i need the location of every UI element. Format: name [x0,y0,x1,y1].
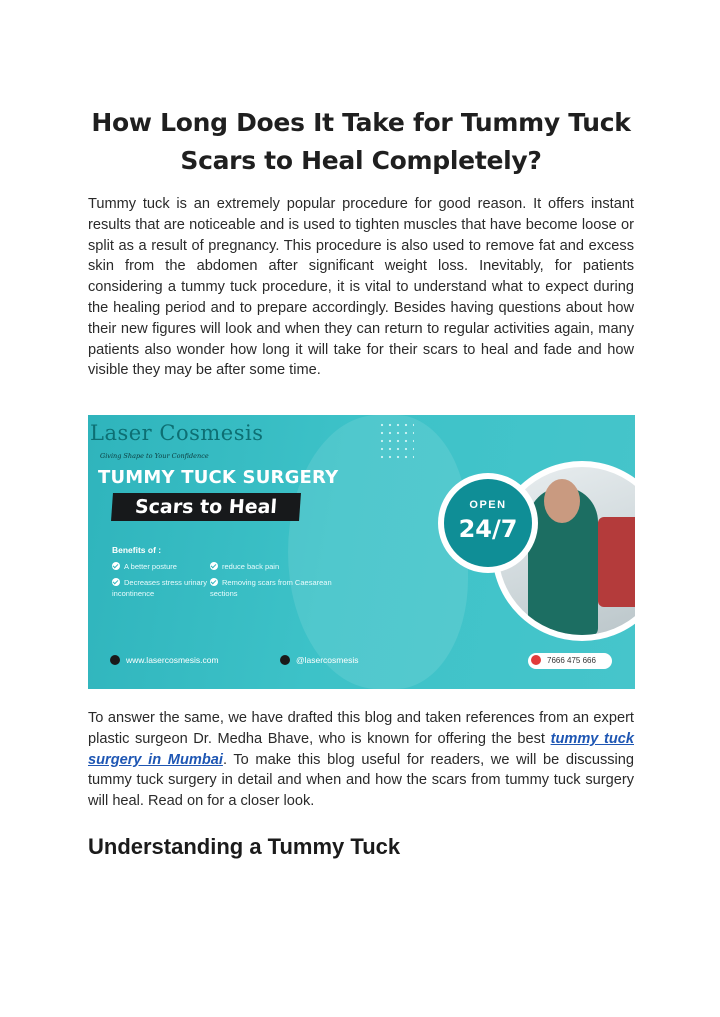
article-title: How Long Does It Take for Tummy Tuck Scars to Heal Completely? [91,108,631,175]
instagram-icon [280,655,290,665]
check-icon [210,578,218,586]
check-icon [112,562,120,570]
open-label: OPEN [469,499,507,511]
banner-headline: TUMMY TUCK SURGERY [98,467,339,488]
benefit-item: Decreases stress urinary incontinence [112,578,207,598]
section-heading: Understanding a Tummy Tuck [88,834,401,859]
open-hours: 24/7 [458,515,518,543]
benefit-item: reduce back pain [210,561,279,572]
phone-number: 7666 475 666 [528,653,612,669]
social-handle: @lasercosmesis [280,655,358,665]
open-badge [444,479,532,567]
laser-machine [598,517,635,607]
clinic-logo: Laser Cosmesis [90,421,264,445]
check-icon [210,562,218,570]
check-icon [112,578,120,586]
intro-paragraph: Tummy tuck is an extremely popular procedure for good reason. It offers instant results that are noticeable and is used to tighten muscles that have become loose or split as a result of pregnancy. This procedure is also used to remove fat and excess skin from the abdomen after significant weight loss. Inevitably, for patients considering a tummy tuck procedure, it is vital to understand what to expect during the healing period and to prepare accordingly. Besides having questions about how their new figures will look and when they can return to regular activities again, many patients also wonder how long it will take for their scars to heal and fade and how visible they may be after some time. [88,196,634,379]
benefit-item: Removing scars from Caesarean sections [210,578,332,598]
phone-icon [531,655,541,665]
clinic-tagline: Giving Shape to Your Confidence [100,452,209,460]
website-text: www.lasercosmesis.com [110,655,219,665]
tummy-tuck-banner-image [88,415,635,689]
benefit-item: A better posture [112,561,177,572]
tummy-tuck-mumbai-link[interactable]: tummy tuck surgery in Mumbai [88,730,635,768]
banner-subheadline: Scars to Heal [111,493,301,521]
globe-icon [110,655,120,665]
second-paragraph: To answer the same, we have drafted this blog and taken references from an expert plastic surgeon Dr. Medha Bhave, who is known for offering the best tummy tuck surgery in Mumbai. To make this blog useful for readers, we will be discussing tummy tuck surgery in detail and when and how the scars from tummy tuck surgery will heal. Read on for a closer look. [88,710,635,810]
benefits-title: Benefits of : [112,545,162,555]
dot-pattern [378,421,414,461]
doctor-head [544,479,580,523]
